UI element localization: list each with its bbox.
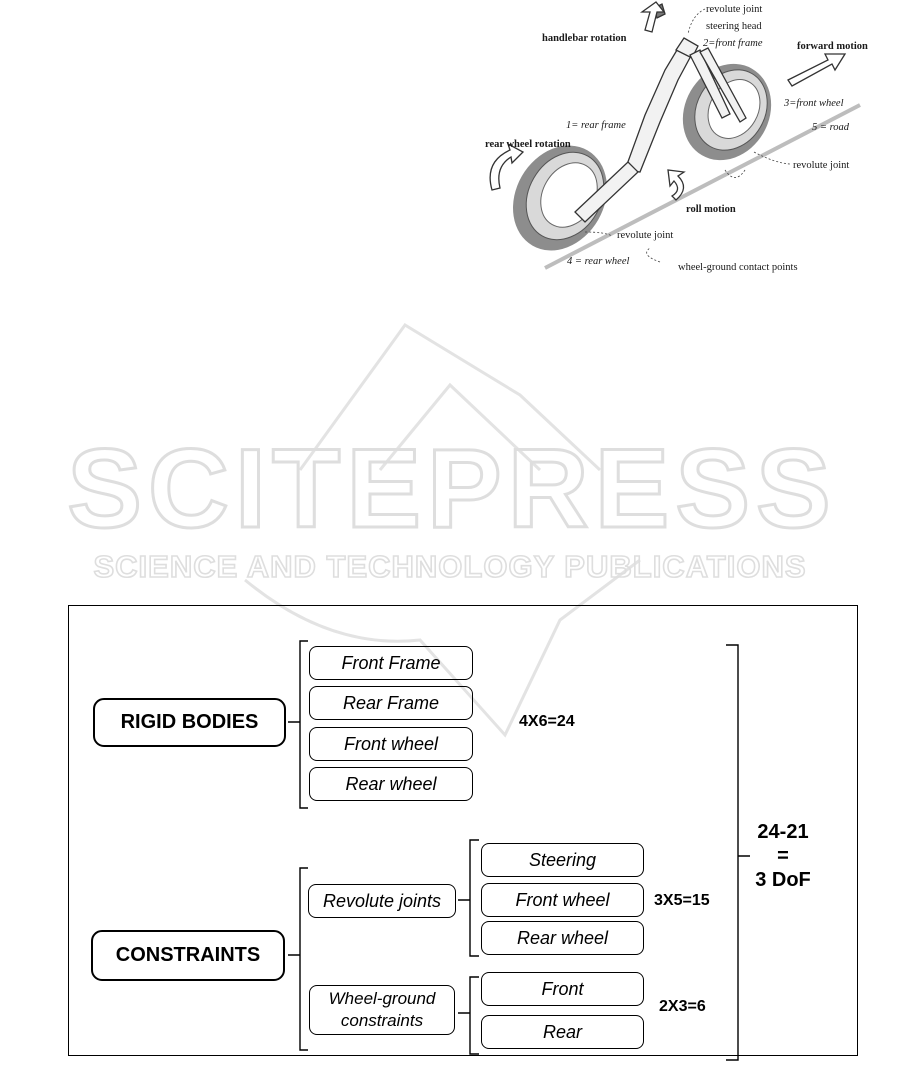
wheel-ground-constraints-box: Wheel-ground constraints	[309, 985, 455, 1035]
rigid-body-front-frame: Front Frame	[309, 646, 473, 680]
label-rear-wheel-rotation: rear wheel rotation	[485, 139, 571, 150]
rigid-bodies-calc: 4X6=24	[519, 713, 575, 730]
label-steering-head: steering head	[706, 21, 762, 32]
label-forward-motion: forward motion	[797, 41, 868, 52]
revolute-bracket	[458, 840, 479, 956]
rigid-body-rear-wheel: Rear wheel	[309, 767, 473, 801]
rigid-body-rear-frame: Rear Frame	[309, 686, 473, 720]
label-road: 5 = road	[812, 122, 850, 133]
constraints-box: CONSTRAINTS	[91, 930, 285, 981]
rigid-bodies-box: RIGID BODIES	[93, 698, 286, 747]
revolute-item-rear-wheel: Rear wheel	[481, 921, 644, 955]
wheel-ground-item-front: Front	[481, 972, 644, 1006]
revolute-item-steering: Steering	[481, 843, 644, 877]
label-roll-motion: roll motion	[686, 204, 736, 215]
revolute-calc: 3X5=15	[654, 892, 710, 909]
wheel-ground-calc: 2X3=6	[659, 998, 706, 1015]
rigid-body-front-wheel: Front wheel	[309, 727, 473, 761]
wheel-ground-item-rear: Rear	[481, 1015, 644, 1049]
revolute-item-front-wheel: Front wheel	[481, 883, 644, 917]
watermark-tagline: SCIENCE AND TECHNOLOGY PUBLICATIONS	[93, 549, 807, 584]
label-revolute-joint-right: revolute joint	[793, 160, 850, 171]
dof-result: 24-21 = 3 DoF	[755, 821, 811, 891]
label-front-frame: 2=front frame	[703, 38, 763, 49]
label-rear-wheel: 4 = rear wheel	[567, 256, 630, 267]
label-rear-frame: 1= rear frame	[566, 120, 626, 131]
label-revolute-joint-bottom: revolute joint	[617, 230, 674, 241]
wheel-ground-bracket	[458, 977, 479, 1054]
revolute-joints-box: Revolute joints	[308, 884, 456, 918]
label-handlebar-rotation: handlebar rotation	[542, 33, 627, 44]
label-front-wheel: 3=front wheel	[784, 98, 844, 109]
rigid-bodies-bracket	[288, 641, 308, 808]
label-revolute-joint-top: revolute joint	[706, 4, 763, 15]
constraints-bracket	[288, 868, 308, 1050]
label-contact-points: wheel-ground contact points	[678, 262, 798, 273]
watermark-brand: SCITEPRESS	[67, 426, 837, 551]
